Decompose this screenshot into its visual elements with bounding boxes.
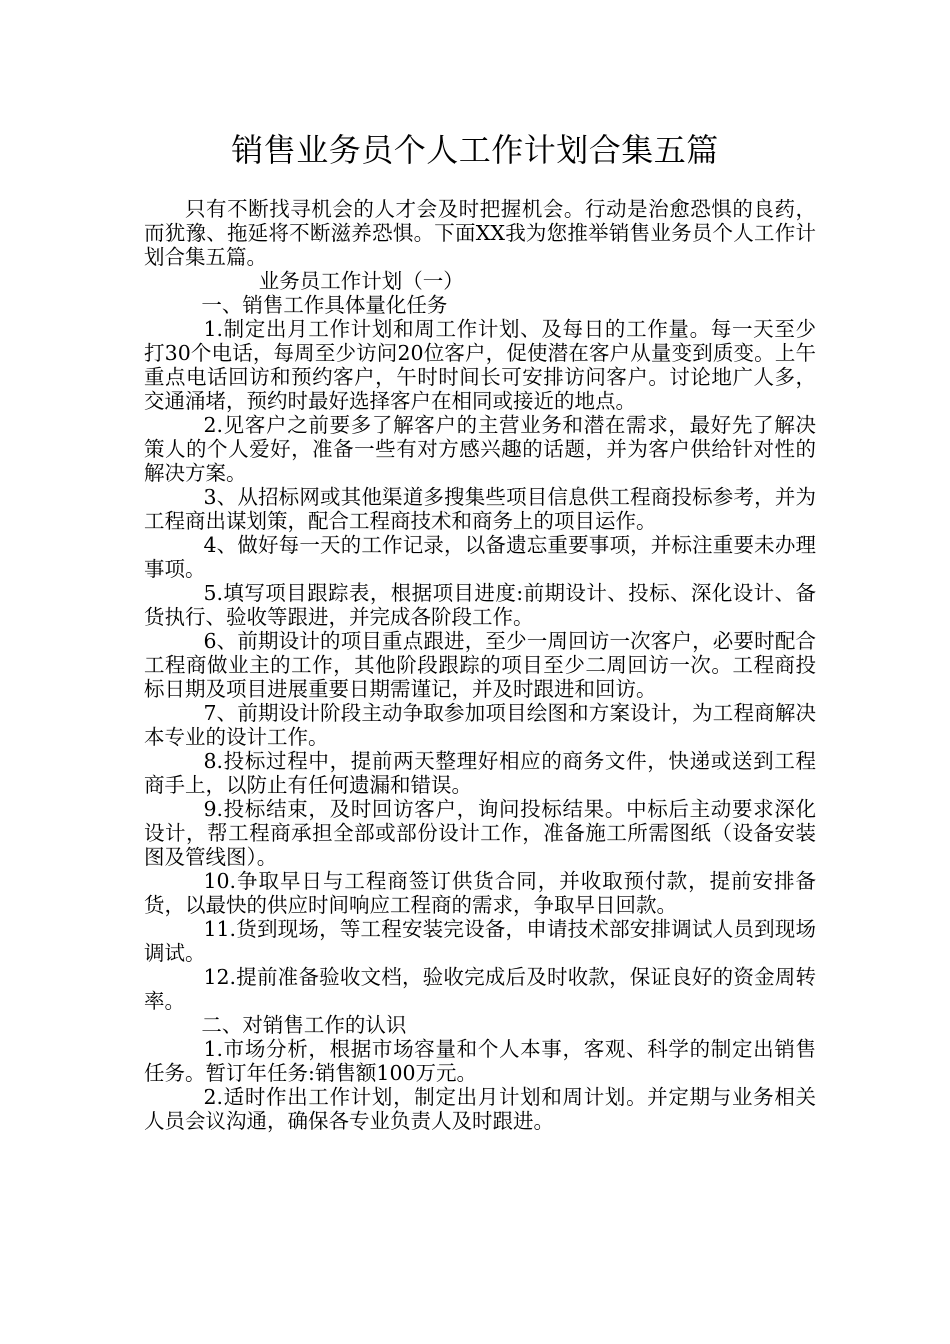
- list-item-2: 2.见客户之前要多了解客户的主营业务和潜在需求，最好先了解决策人的个人爱好，准备一些有对方感兴趣的话题，并为客户供给针对性的解决方案。: [144, 413, 816, 485]
- list-item-13: 1.市场分析，根据市场容量和个人本事，客观、科学的制定出销售任务。暂订年任务:销售额100万元。: [144, 1037, 816, 1085]
- section-heading-2: 二、对销售工作的认识: [201, 1013, 407, 1037]
- list-item-14: 2.适时作出工作计划，制定出月计划和周计划。并定期与业务相关人员会议沟通，确保各专业负责人及时跟进。: [144, 1085, 816, 1133]
- list-item-5: 5.填写项目跟踪表，根据项目进度:前期设计、投标、深化设计、备货执行、验收等跟进，并完成各阶段工作。: [144, 581, 816, 629]
- section-heading-1: 一、销售工作具体量化任务: [201, 293, 448, 317]
- list-item-6: 6、前期设计的项目重点跟进，至少一周回访一次客户，必要时配合工程商做业主的工作，其他阶段跟踪的项目至少二周回访一次。工程商投标日期及项目进展重要日期需谨记，并及时跟进和回访。: [144, 629, 816, 701]
- list-item-11: 11.货到现场，等工程安装完设备，申请技术部安排调试人员到现场调试。: [144, 917, 816, 965]
- list-item-10: 10.争取早日与工程商签订供货合同，并收取预付款，提前安排备货，以最快的供应时间响应工程商的需求，争取早日回款。: [144, 869, 816, 917]
- list-item-7: 7、前期设计阶段主动争取参加项目绘图和方案设计，为工程商解决本专业的设计工作。: [144, 701, 816, 749]
- document-body: [144, 197, 816, 1133]
- list-item-4: 4、做好每一天的工作记录，以备遗忘重要事项，并标注重要未办理事项。: [144, 533, 816, 581]
- list-item-12: 12.提前准备验收文档，验收完成后及时收款，保证良好的资金周转率。: [144, 965, 816, 1013]
- list-item-9: 9.投标结束，及时回访客户，询问投标结果。中标后主动要求深化设计，帮工程商承担全部或部份设计工作，准备施工所需图纸（设备安装图及管线图）。: [144, 797, 816, 869]
- list-item-3: 3、从招标网或其他渠道多搜集些项目信息供工程商投标参考，并为工程商出谋划策，配合工程商技术和商务上的项目运作。: [144, 485, 816, 533]
- intro-paragraph: 只有不断找寻机会的人才会及时把握机会。行动是治愈恐惧的良药，而犹豫、拖延将不断滋养恐惧。下面XX我为您推举销售业务员个人工作计划合集五篇。: [144, 197, 816, 269]
- list-item-8: 8.投标过程中，提前两天整理好相应的商务文件，快递或送到工程商手上，以防止有任何遗漏和错误。: [144, 749, 816, 797]
- document-title: 销售业务员个人工作计划合集五篇: [231, 131, 719, 169]
- list-item-1: 1.制定出月工作计划和周工作计划、及每日的工作量。每一天至少打30个电话，每周至少访问20位客户，促使潜在客户从量变到质变。上午重点电话回访和预约客户，午时时间长可安排访问客户。讨论地广人多，交通涌堵，预约时最好选择客户在相同或接近的地点。: [144, 317, 816, 413]
- plan-subtitle: 业务员工作计划（一）: [258, 269, 464, 293]
